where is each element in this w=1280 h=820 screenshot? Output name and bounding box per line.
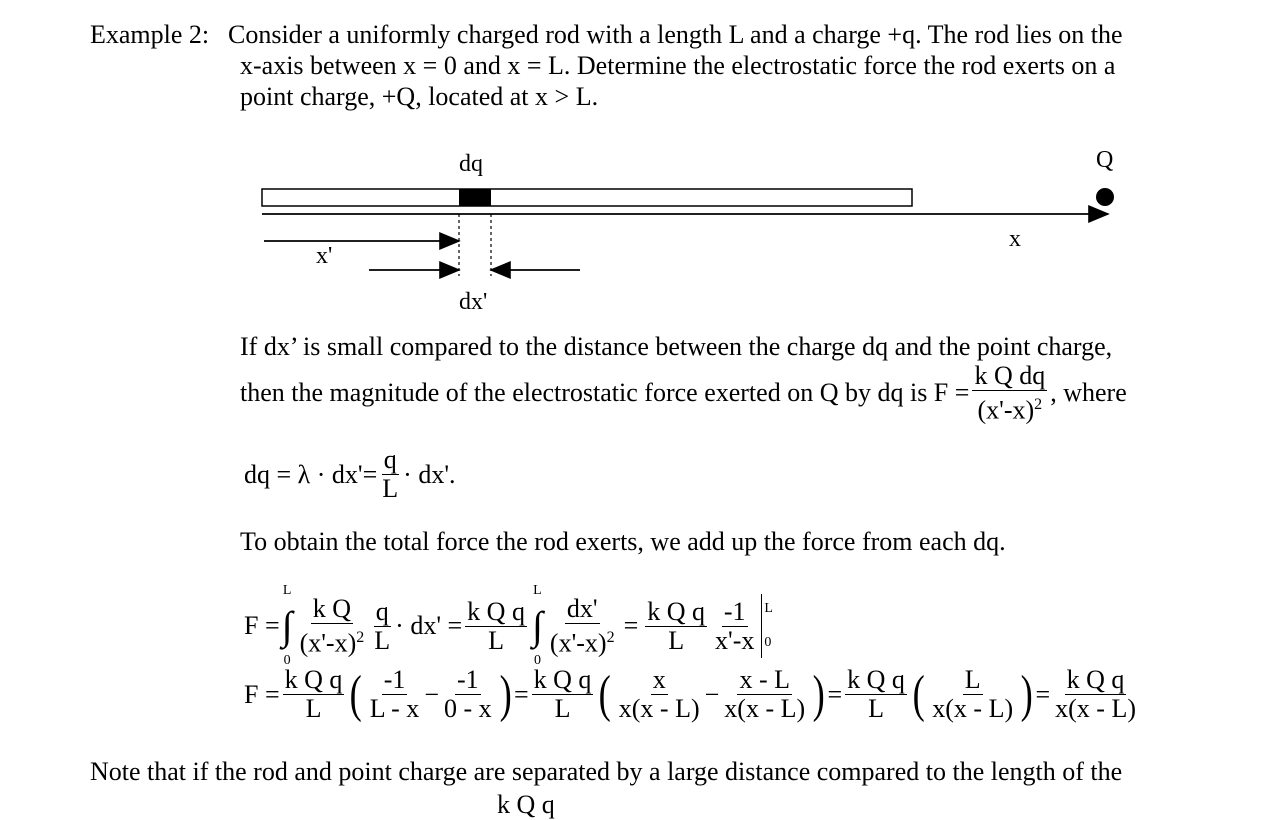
close-paren-1: ) — [499, 665, 512, 723]
eq1-t5-den: L — [668, 625, 685, 655]
open-paren-2: ( — [599, 665, 612, 723]
kqq-over-l-2 — [645, 598, 707, 655]
para1-line-2-text: then the magnitude of the electrostatic force exerted on Q by dq is F = — [240, 378, 970, 408]
x-label: x — [1009, 226, 1021, 252]
q-label: Q — [1096, 147, 1114, 173]
eq1-t4-exp: 2 — [606, 628, 615, 646]
q-over-l — [380, 446, 400, 503]
eq2-b-den: L - x — [369, 694, 420, 723]
eq1-t5-num: k Q q — [647, 596, 706, 626]
para1-line-2 — [240, 362, 1127, 425]
eq2-a-num: k Q q — [284, 665, 343, 694]
dq-element — [459, 189, 491, 206]
eq2-a — [283, 666, 345, 723]
eq2-i-den: x(x - L) — [1055, 694, 1136, 723]
para2: To obtain the total force the rod exerts, we add up the force from each dq. — [240, 527, 1006, 556]
dq-lhs: dq = λ · dx'= — [244, 459, 378, 489]
eq2-equals-1: = — [513, 679, 529, 709]
eq2-c — [442, 666, 494, 723]
kq-over-dist — [298, 595, 367, 658]
eq1-f: F = — [244, 611, 280, 640]
eq2-c-den: 0 - x — [443, 694, 492, 723]
eq2-h-num: L — [964, 665, 981, 694]
eq2-g-num: k Q q — [847, 665, 905, 694]
eq2-d-den: L — [554, 694, 571, 723]
force-denominator — [975, 391, 1044, 425]
eq1-t1-exp: 2 — [356, 628, 365, 646]
q-over-l-num: q — [383, 445, 397, 474]
open-paren-1: ( — [350, 665, 363, 723]
minus-2: − — [704, 679, 720, 709]
eq2-b-num: -1 — [383, 665, 406, 694]
example-line-3: point charge, +Q, located at x > L. — [240, 82, 599, 111]
force-fraction — [972, 362, 1047, 425]
minus-1: − — [424, 679, 439, 709]
example-line-1: Consider a uniformly charged rod with a length L and a charge +q. The rod lies on the — [228, 20, 1123, 49]
charged-rod — [262, 189, 912, 206]
rod-diagram — [0, 0, 1280, 320]
eq2-i — [1053, 666, 1138, 723]
eq2-h-den: x(x - L) — [932, 694, 1014, 723]
eq1-t3-den: L — [488, 625, 504, 655]
eq1-equals: = — [623, 611, 639, 640]
eq2-b — [368, 666, 422, 723]
eq2-f-num: x - L — [739, 665, 790, 694]
eval-lower: 0 — [764, 635, 772, 650]
eq2-c-num: -1 — [456, 665, 479, 694]
force-den-base: (x'-x) — [977, 395, 1035, 425]
dx-over-dist — [548, 595, 617, 658]
evaluated-equation — [244, 666, 1141, 723]
eq1-t4-num: dx' — [566, 593, 598, 623]
q-over-l-2 — [372, 598, 392, 655]
eq2-a-den: L — [305, 694, 322, 723]
eq2-d-num: k Q q — [533, 665, 592, 694]
eq2-e — [617, 666, 702, 723]
eq2-d — [532, 666, 594, 723]
q-over-l-den: L — [382, 474, 399, 503]
close-paren-3: ) — [1020, 665, 1033, 723]
integral-2-upper: L — [533, 583, 542, 598]
x-prime-label: x' — [316, 243, 333, 269]
integral-2 — [532, 576, 543, 676]
integral-sign: ∫ — [281, 603, 293, 648]
integral-sign-2: ∫ — [531, 603, 543, 648]
force-numerator: k Q dq — [974, 361, 1046, 390]
eq1-t2-num: q — [375, 596, 389, 626]
eq2-f-term — [722, 666, 807, 723]
eq2-equals-3: = — [1035, 679, 1051, 709]
dq-label: dq — [459, 151, 483, 177]
eq1-t3-num: k Q q — [467, 596, 525, 626]
note-line: Note that if the rod and point charge are separated by a large distance compared to the length of the — [90, 757, 1123, 786]
eq2-equals-2: = — [827, 679, 843, 709]
eq2-e-num: x — [652, 665, 666, 694]
eq2-f-den: x(x - L) — [724, 694, 806, 723]
eq1-t6-num: -1 — [723, 596, 746, 626]
dx-prime-label: dx' — [459, 289, 488, 315]
integral-1-lower: 0 — [283, 653, 291, 668]
eq1-t2-den: L — [374, 625, 391, 655]
integral-1 — [282, 576, 293, 676]
eq1-t1-den-base: (x'-x) — [299, 628, 357, 658]
kqq-over-l-1 — [465, 598, 527, 655]
close-paren-2: ) — [812, 665, 825, 723]
para1-line-1: If dx’ is small compared to the distance between the charge dq and the point charge, — [240, 332, 1113, 361]
para1-where: , where — [1050, 378, 1127, 408]
force-den-exp: 2 — [1034, 396, 1043, 413]
eq2-g-den: L — [868, 694, 884, 723]
eq2-e-den: x(x - L) — [618, 694, 700, 723]
note-cut-fraction: k Q q — [497, 790, 555, 819]
integral-1-upper: L — [282, 583, 292, 598]
dq-equation — [244, 446, 456, 503]
example-label: Example 2: — [90, 20, 210, 49]
eq1-t4-den-base: (x'-x) — [549, 628, 607, 658]
neg-one-over-dist — [713, 598, 756, 655]
eq2-f: F = — [244, 679, 280, 709]
eq2-g — [845, 666, 907, 723]
eq2-i-num: k Q q — [1066, 665, 1125, 694]
evaluation-bar — [761, 594, 762, 658]
eq1-dx: · dx' = — [395, 611, 463, 640]
example-line-2: x-axis between x = 0 and x = L. Determine the electrostatic force the rod exerts on a — [240, 51, 1116, 80]
eq1-t6-den: x'-x — [715, 625, 755, 655]
dq-rhs: · dx'. — [403, 459, 456, 489]
eq1-t1-den — [298, 624, 367, 658]
integral-2-lower: 0 — [533, 653, 541, 668]
integral-equation — [244, 576, 773, 676]
evaluation-limits — [764, 594, 773, 658]
eq1-t4-den — [548, 624, 617, 658]
eq2-h — [930, 666, 1015, 723]
point-charge-q — [1096, 188, 1114, 206]
eq1-t1-num: k Q — [312, 593, 352, 623]
open-paren-3: ( — [912, 665, 925, 723]
eval-upper: L — [764, 601, 773, 616]
